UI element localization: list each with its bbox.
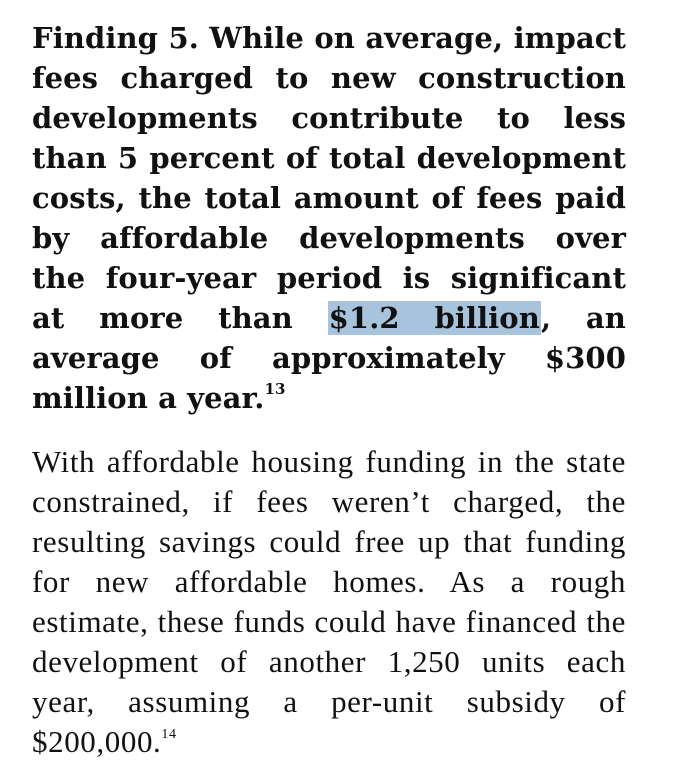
footnote-ref-13[interactable]: 13 bbox=[264, 380, 286, 398]
finding-heading bbox=[32, 18, 626, 418]
body-paragraph-text: With affordable housing funding in the state constrained, if fees weren’t charged, the resulting savings could free up that funding for new affordable homes. As a rough estimate, these funds could have financed the development of another 1,250 units each year, assuming a per-unit subsidy of $200,000. bbox=[32, 444, 626, 759]
body-paragraph bbox=[32, 442, 626, 762]
document-page bbox=[32, 18, 626, 762]
finding-tail-text: , an average of approximately $300 million a year. bbox=[32, 301, 626, 415]
finding-lead-text: Finding 5. While on average, impact fees charged to new construction developments contribute to less than 5 percent of total development costs, the total amount of fees paid by affordable developments over the four-year period is significant at more than bbox=[32, 21, 626, 335]
selected-text-highlight[interactable]: $1.2 billion bbox=[328, 301, 540, 335]
footnote-ref-14[interactable]: 14 bbox=[161, 727, 177, 742]
